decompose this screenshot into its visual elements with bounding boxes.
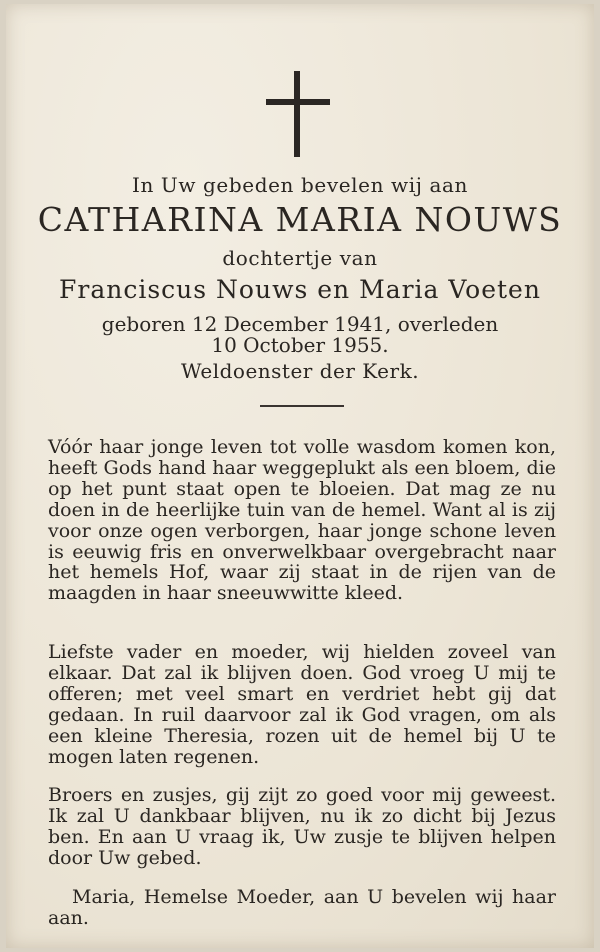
birth-death-line: geboren 12 December 1941, overleden [101, 312, 499, 336]
deceased-name: CATHARINA MARIA NOUWS [37, 200, 563, 239]
paragraph-3: Broers en zusjes, gij zijt zo goed voor mij geweest. Ik zal U dankbaar blijven, nu ik zo dicht bij Jezus ben. En aan U vraag ik, Uw zusje te blijven helpen door Uw gebed. [48, 784, 556, 869]
intro-line: In Uw gebeden bevelen wij aan [131, 173, 469, 197]
cross-icon [266, 71, 330, 157]
death-date-line: 10 October 1955. [211, 333, 389, 357]
paragraph-1: Vóór haar jonge leven tot volle wasdom komen kon, heeft Gods hand haar weggeplukt als een bloem, die op het punt staat open te bloeien. Dat mag ze nu doen in de heerlijke tuin van de hemel. Want al is zij voor onze ogen verborgen, haar jonge schone leven is eeuwig fris en onverwelkbaar overgebracht naar het hemels Hof, waar zij staat in de rijen van de maagden in haar sneeuwwitte kleed. [48, 436, 556, 605]
divider [260, 405, 344, 407]
paragraph-2: Liefste vader en moeder, wij hielden zoveel van elkaar. Dat zal ik blijven doen. God vroeg U mij te offeren; met veel smart en verdriet hebt gij dat gedaan. In ruil daarvoor zal ik God vragen, om als een kleine Theresia, rozen uit de hemel bij U te mogen laten regenen. [48, 641, 556, 768]
church-title: Weldoenster der Kerk. [180, 359, 420, 383]
parents-names: Franciscus Nouws en Maria Voeten [59, 275, 541, 304]
relation-line: dochtertje van [222, 246, 378, 270]
paragraph-4: Maria, Hemelse Moeder, aan U bevelen wij haar aan. [48, 886, 556, 929]
